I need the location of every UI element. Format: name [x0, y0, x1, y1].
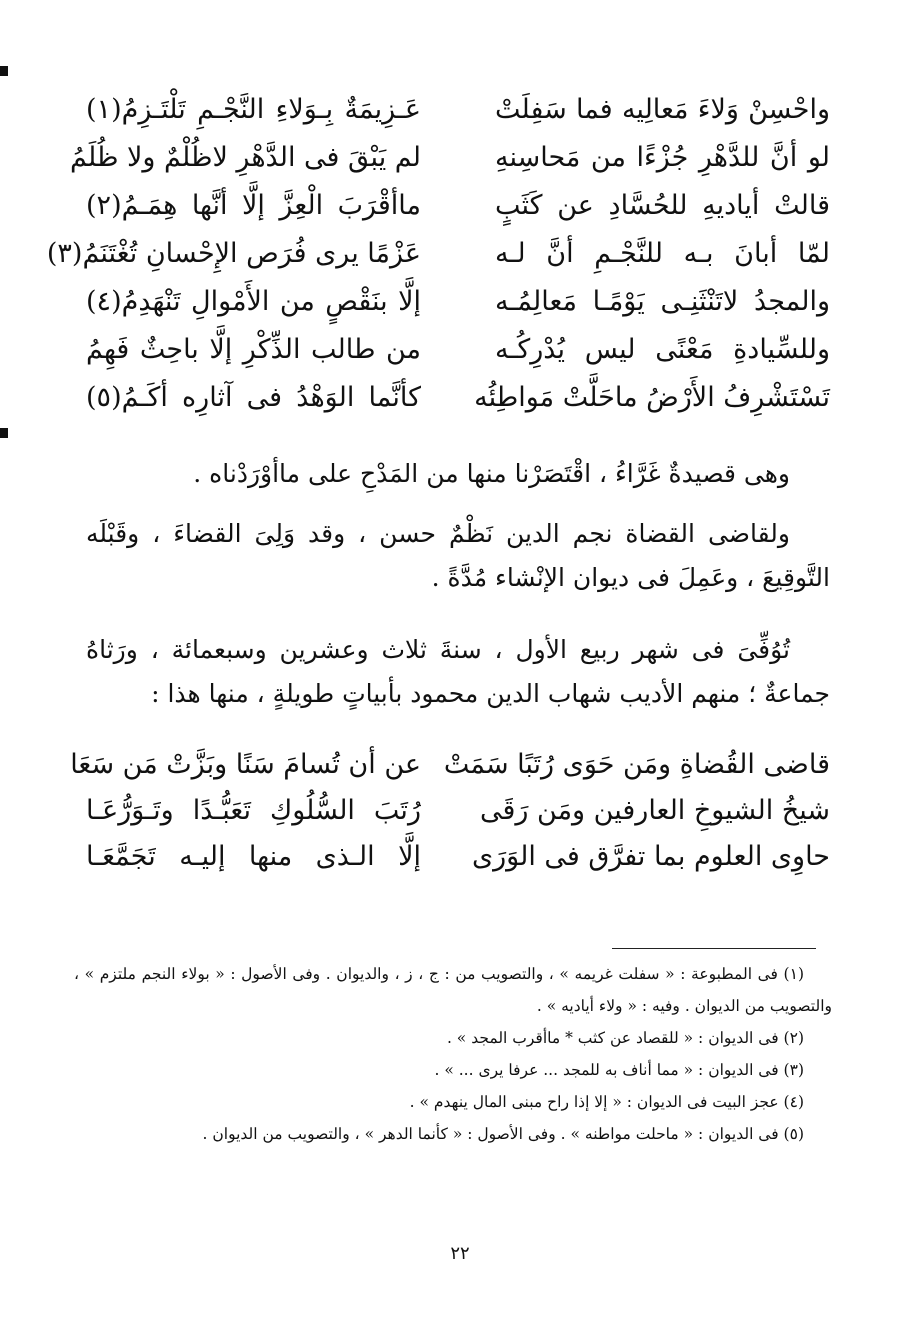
verse-first-hemistich: لمّا أبانَ بـه للنَّجْـمِ أنَّ لـه — [495, 238, 830, 269]
footnote-item: (٣) فى الديوان : « مما أناف به للمجد ... عرفا يرى ... » . — [434, 1061, 804, 1079]
footnote-separator-rule — [612, 948, 816, 949]
verse-first-hemistich: قاضى القُضاةِ ومَن حَوَى رُتَبًا سَمَتْ — [443, 749, 830, 780]
verse-second-hemistich: إلَّا الـذى منها إليـه تَجَمَّعَـا — [86, 841, 421, 872]
poem-verse — [86, 788, 830, 834]
verse-first-hemistich: قالتْ أياديهِ للحُسَّادِ عن كَثَبٍ — [495, 190, 830, 221]
verse-second-hemistich: رُتَبَ السُّلُوكِ تَعَبُّـدًا وتَـوَرُّعَـا — [86, 795, 421, 826]
poem-verse — [86, 834, 830, 880]
verse-second-hemistich: لم يَبْقَ فى الدَّهْرِ لاظُلْمٌ ولا ظُلَمُ — [70, 142, 421, 173]
poem-block-2 — [70, 742, 830, 880]
footnote-item: (٥) فى الديوان : « ماحلت مواطنه » . وفى الأصول : « كأنما الدهر » ، والتصويب من الديوان . — [202, 1125, 804, 1143]
verse-second-hemistich: عَزْمًا يرى فُرَص الإِحْسانِ تُغْتَنَمُ(٣) — [46, 238, 421, 269]
verse-second-hemistich: كأنَّما الوَهْدُ فى آثارِه أكَـمُ(٥) — [86, 382, 421, 413]
verse-second-hemistich: إلَّا بنَقْصٍ من الأَمْوالِ تَنْهَدِمُ(٤) — [86, 286, 421, 317]
verse-second-hemistich: من طالب الذِّكْرِ إلَّا باحِثٌ فَهِمُ — [86, 334, 421, 365]
verse-first-hemistich: لو أنَّ للدَّهْرِ جُزْءًا من مَحاسِنهِ — [495, 142, 830, 173]
scan-edge-mark-top — [0, 66, 8, 76]
verse-first-hemistich: واحْسِنْ وَلاءَ مَعالِيه فما سَفِلَتْ — [495, 94, 830, 125]
footnotes-list — [74, 958, 832, 1150]
poem-verse — [86, 182, 830, 230]
prose-paragraph-death-notice: تُوُفِّىَ فى شهر ربيع الأول ، سنةَ ثلاث وعشرين وسبعمائة ، ورَثاهُ جماعةٌ ؛ منهم الأديب شهاب الدين محمود بأبياتٍ طويلةٍ ، منها هذا : — [86, 635, 830, 708]
scan-edge-mark-middle — [0, 428, 8, 438]
poem-verse — [86, 86, 830, 134]
verse-second-hemistich: عَـزِيمَةٌ بِـوَلاءِ النَّجْـمِ تَلْتَـزِمُ(١) — [86, 94, 421, 125]
verse-second-hemistich: ماأقْرَبَ الْعِزَّ إلَّا أنَّها هِمَـمُ(٢) — [86, 190, 421, 221]
footnote-item: (٢) فى الديوان : « للقصاد عن كثب * ماأقرب المجد » . — [446, 1029, 804, 1047]
poem-verse — [86, 326, 830, 374]
poem-verse — [86, 278, 830, 326]
verse-first-hemistich: تَسْتَشْرِفُ الأَرْضُ ماحَلَّتْ مَواطِئُه — [474, 382, 830, 413]
verse-first-hemistich: حاوِى العلوم بما تفرَّق فى الوَرَى — [472, 841, 830, 872]
prose-paragraph-najm-al-din: ولقاضى القضاة نجم الدين نَظْمٌ حسن ، وقد وَلِىَ القضاءَ ، وقَبْلَه التَّوقِيعَ ، وعَمِلَ فى ديوان الإنْشاء مُدَّةً . — [86, 519, 830, 592]
footnote-item: (٤) عجز البيت فى الديوان : « إلا إذا راح مبنى المال ينهدم » . — [409, 1093, 804, 1111]
poem-verse — [86, 374, 830, 422]
prose-paragraph-qasida-note: وهى قصيدةٌ غَرَّاءُ ، اقْتَصَرْنا منها من المَدْحِ على ماأوْرَدْناه . — [193, 459, 790, 488]
verse-first-hemistich: شيخُ الشيوخِ العارفين ومَن رَقَى — [480, 795, 830, 826]
footnote-item: (١) فى المطبوعة : « سفلت غريمه » ، والتصويب من : ج ، ز ، والديوان . وفى الأصول : « بولاء النجم ملتزم » ، والتصويب من الديوان . وفيه : « ولاء أياديه » . — [74, 965, 832, 1015]
page-number: ٢٢ — [450, 1243, 470, 1264]
poem-block-1 — [46, 86, 830, 422]
poem-verse — [46, 230, 830, 278]
poem-verse — [70, 742, 830, 788]
verse-first-hemistich: وللسِّيادةِ مَعْنًى ليس يُدْرِكُـه — [495, 334, 830, 365]
poem-verse — [70, 134, 830, 182]
verse-first-hemistich: والمجدُ لاتَنْثَنِـى يَوْمًـا مَعالِمُـه — [495, 286, 830, 317]
verse-second-hemistich: عن أن تُسامَ سَنًا وبَزَّتْ مَن سَعَا — [70, 749, 421, 780]
